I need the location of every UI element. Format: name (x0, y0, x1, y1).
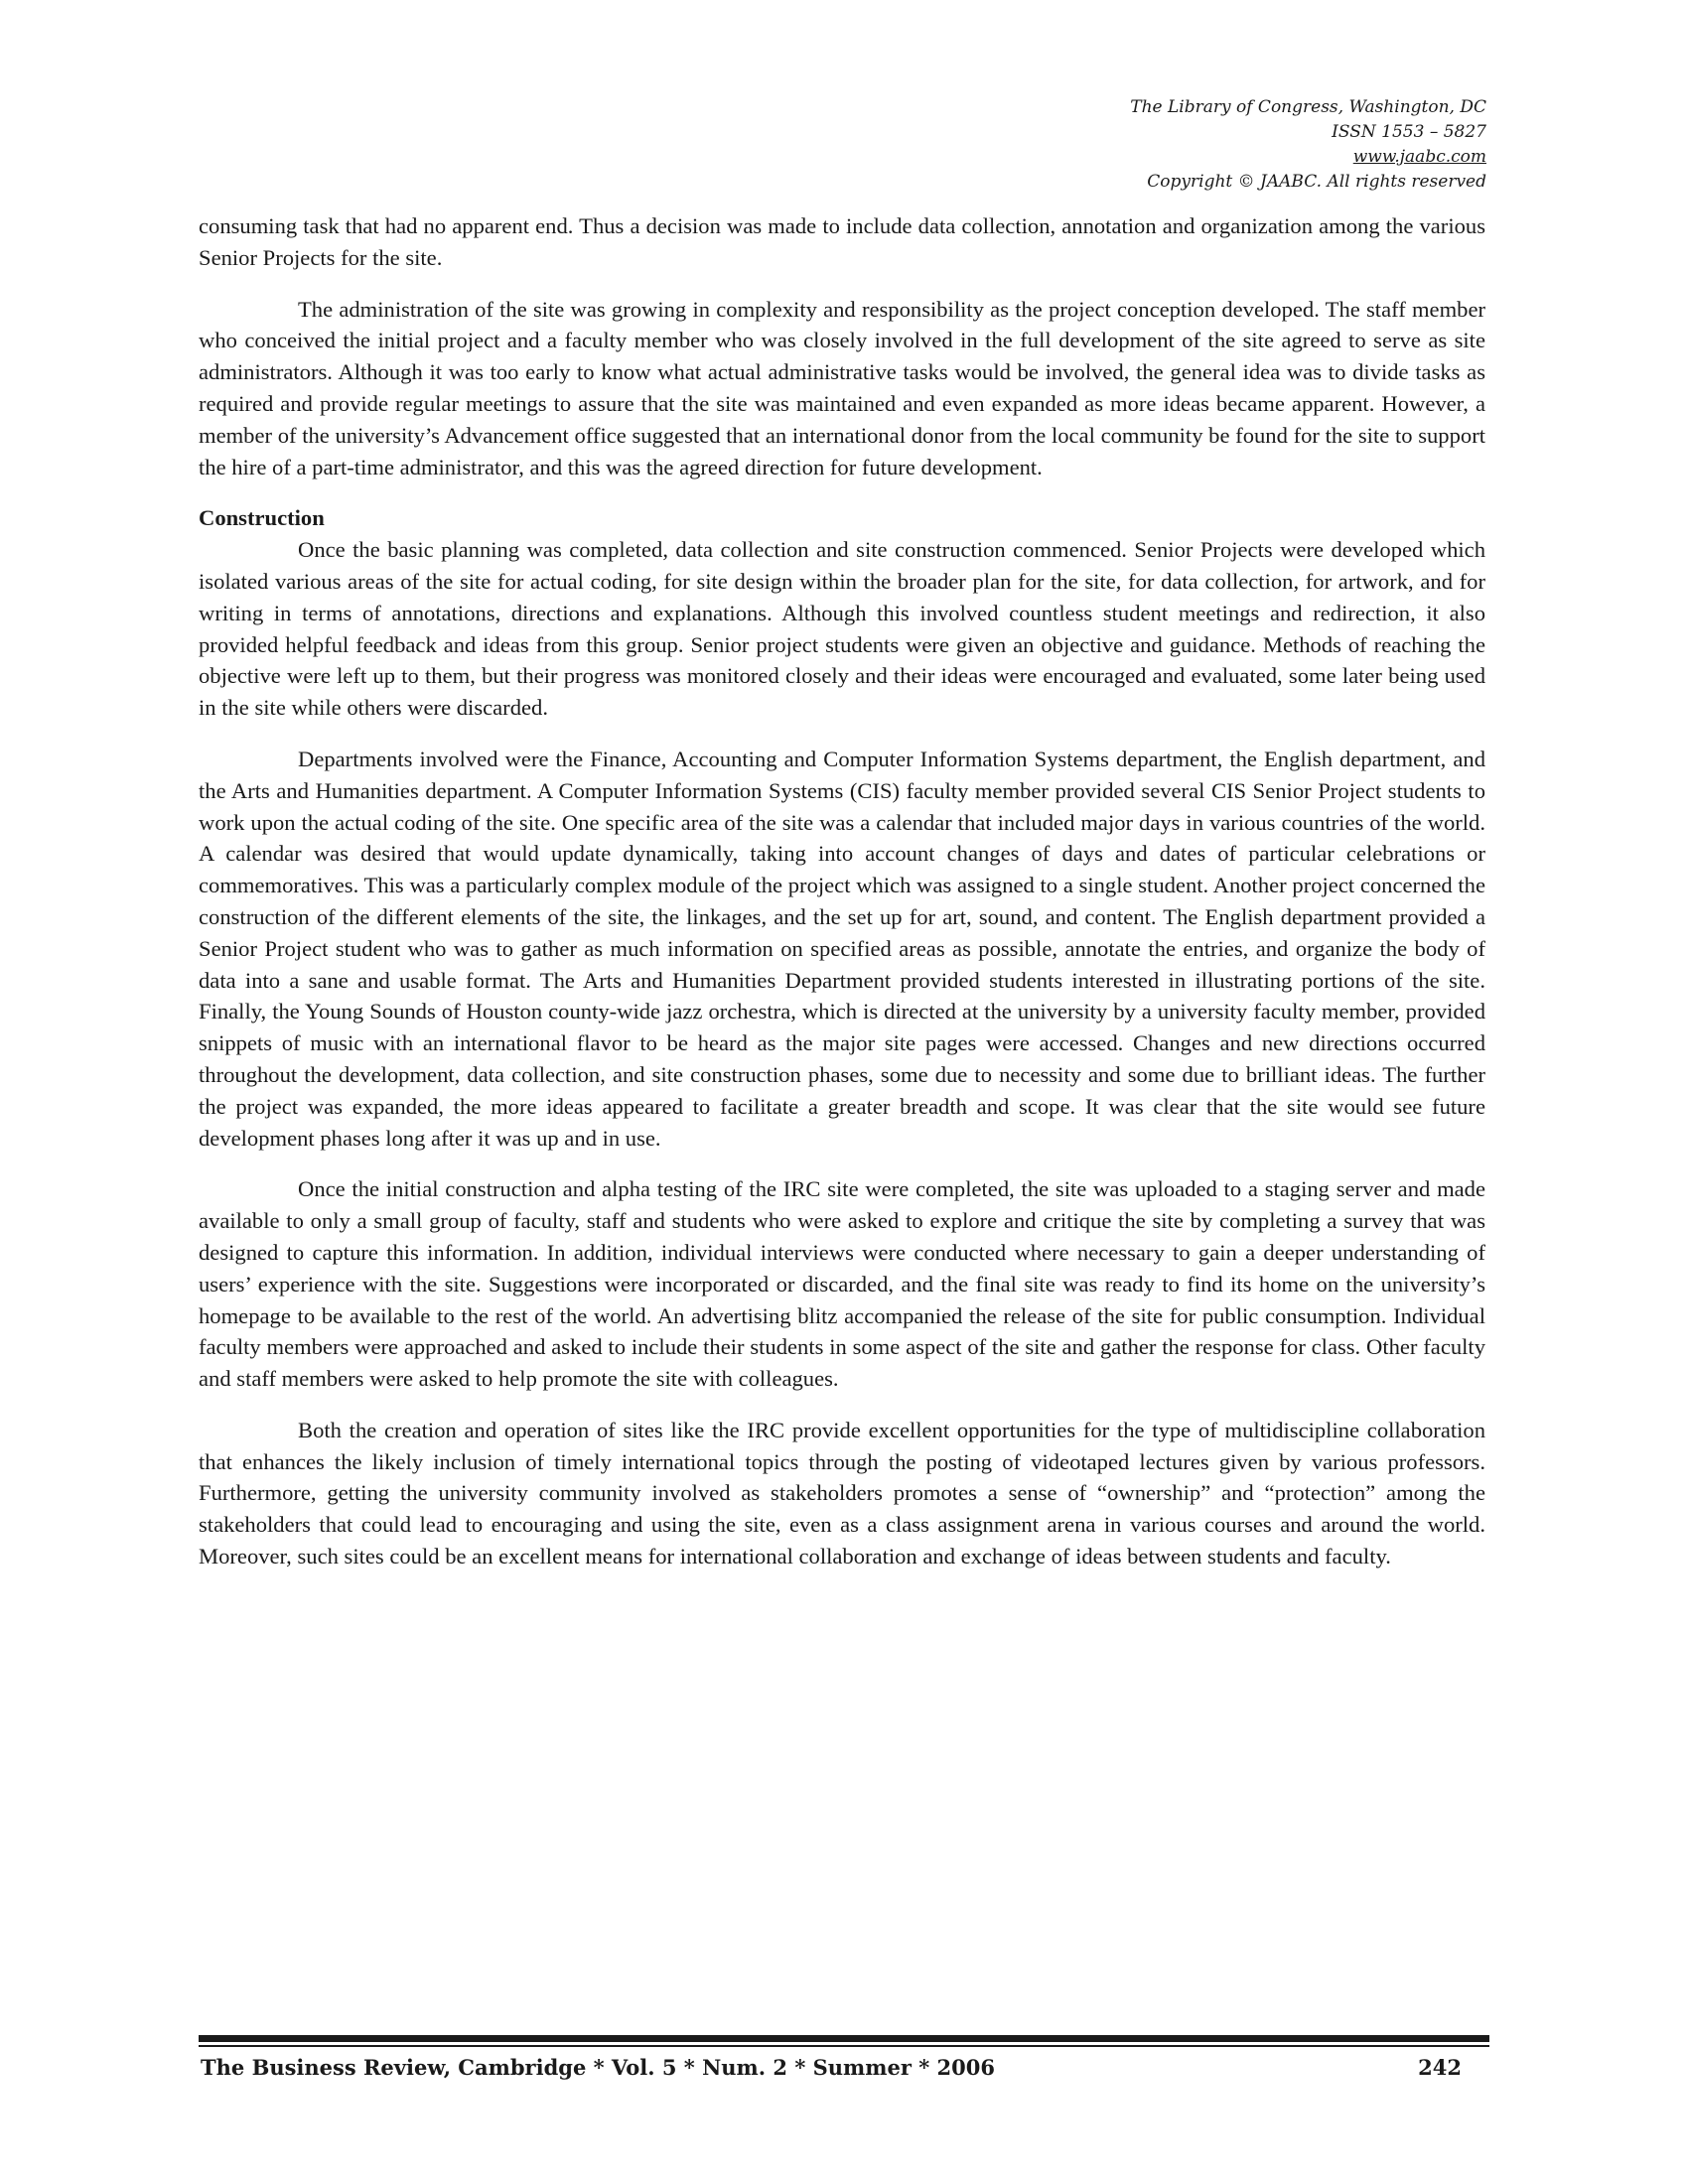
paragraph-construction: Once the basic planning was completed, data collection and site construction commenced. Senior Projects were developed which isolated various areas of the site for actual coding, for site design within the broader plan for the site, for data collection, for artwork, and for writing in terms of annotations, directions and explanations. Although this involved countless student meetings and redirection, it also provided helpful feedback and ideas from this group. Senior project students were given an objective and guidance. Methods of reaching the objective were left up to them, but their progress was monitored closely and their ideas were encouraged and evaluated, some later being used in the site while others were discarded. (199, 537, 1485, 721)
paragraph-collaboration: Both the creation and operation of sites like the IRC provide excellent opportunities for the type of multidiscipline collaboration that enhances the likely inclusion of timely international topics through the posting of videotaped lectures given by various professors. Furthermore, getting the university community involved as stakeholders promotes a sense of “ownership” and “protection” among the stakeholders that could lead to encouraging and using the site, even as a class assignment arena in various courses and around the world. Moreover, such sites could be an excellent means for international collaboration and exchange of ideas between students and faculty. (199, 1417, 1485, 1570)
running-footer (199, 2051, 1489, 2087)
footer-rule-thick (199, 2035, 1489, 2042)
header-publisher: The Library of Congress, Washington, DC (1130, 97, 1486, 117)
paragraph-testing: Once the initial construction and alpha testing of the IRC site were completed, the site was uploaded to a staging server and made available to only a small group of faculty, staff and students who were asked to explore and critique the site by completing a survey that was designed to capture this information. In addition, individual interviews were conducted where necessary to gain a deeper understanding of users’ experience with the site. Suggestions were incorporated or discarded, and the final site was ready to find its home on the university’s homepage to be available to the rest of the world. An advertising blitz accompanied the release of the site for public consumption. Individual faculty members were approached and asked to include their students in some aspect of the site and gather the response for class. Other faculty and staff members were asked to help promote the site with colleagues. (199, 1176, 1485, 1392)
section-heading-construction: Construction (199, 505, 325, 531)
header-url-link[interactable]: www.jaabc.com (1352, 147, 1486, 167)
paragraph-continuation: consuming task that had no apparent end. Thus a decision was made to include data collection, annotation and organization among the various Senior Projects for the site. (199, 213, 1485, 270)
paragraph-administration: The administration of the site was growing in complexity and responsibility as the project conception developed. The staff member who conceived the initial project and a faculty member who was closely involved in the full development of the site agreed to serve as site administrators. Although it was too early to know what actual administrative tasks would be involved, the general idea was to divide tasks as required and provide regular meetings to assure that the site was maintained and even expanded as more ideas became apparent. However, a member of the university’s Advancement office suggested that an international donor from the local community be found for the site to support the hire of a part-time administrator, and this was the agreed direction for future development. (199, 296, 1485, 479)
footer-rule-thin (199, 2045, 1489, 2047)
paragraph-departments: Departments involved were the Finance, Accounting and Computer Information Systems department, the English department, and the Arts and Humanities department. A Computer Information Systems (CIS) faculty member provided several CIS Senior Project students to work upon the actual coding of the site. One specific area of the site was a calendar that included major days in various countries of the world. A calendar was desired that would update dynamically, taking into account changes of days and dates of particular celebrations or commemoratives. This was a particularly complex module of the project which was assigned to a single student. Another project concerned the construction of the different elements of the site, the linkages, and the set up for art, sound, and content. The English department provided a Senior Project student who was to gather as much information on specified areas as possible, annotate the entries, and organize the body of data into a sane and usable format. The Arts and Humanities Department provided students interested in illustrating portions of the site. Finally, the Young Sounds of Houston county-wide jazz orchestra, which is directed at the university by a university faculty member, provided snippets of music with an international flavor to be heard as the major site pages were accessed. Changes and new directions occurred throughout the development, data collection, and site construction phases, some due to necessity and some due to brilliant ideas. The further the project was expanded, the more ideas appeared to facilitate a greater breadth and scope. It was clear that the site would see future development phases long after it was up and in use. (199, 746, 1485, 1151)
article-body (199, 210, 1485, 1572)
header-copyright: Copyright © JAABC. All rights reserved (1147, 172, 1486, 192)
page-number: 242 (1418, 2055, 1462, 2080)
running-header (891, 95, 1486, 195)
footer-journal-title: The Business Review, Cambridge * Vol. 5 * Num. 2 * Summer * 2006 (201, 2055, 995, 2080)
header-issn: ISSN 1553 – 5827 (1332, 122, 1486, 142)
